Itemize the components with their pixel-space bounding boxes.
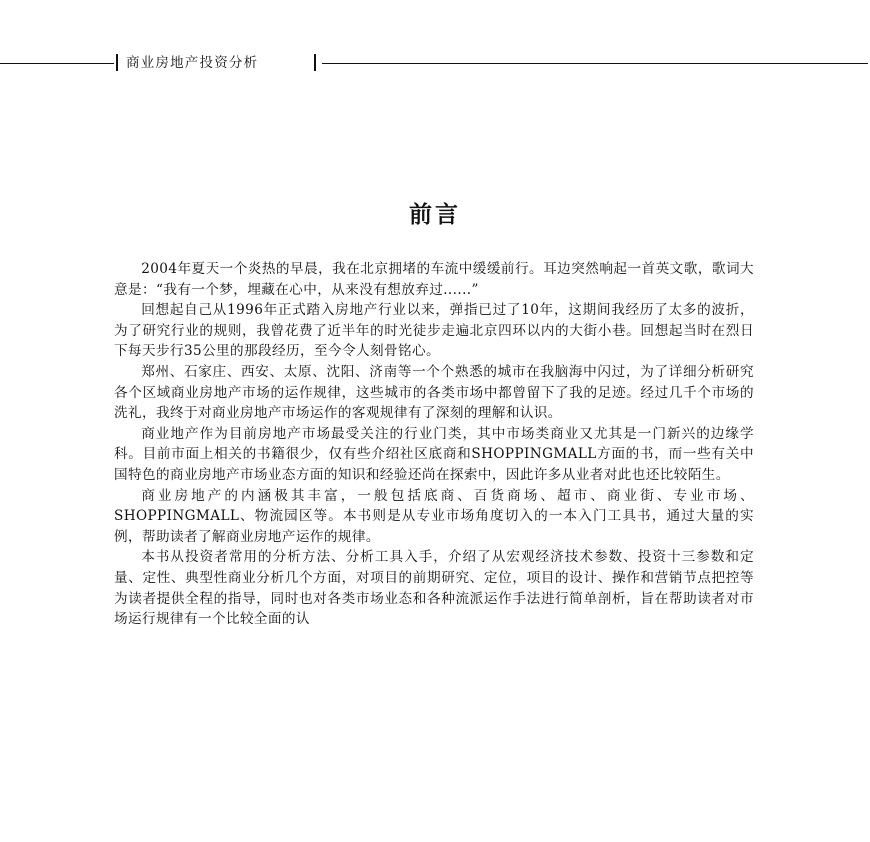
header-bar-left xyxy=(116,54,118,71)
paragraph: 本书从投资者常用的分析方法、分析工具入手，介绍了从宏观经济技术参数、投资十三参数和定量、定性、典型性商业分析几个方面，对项目的前期研究、定位，项目的设计、操作和营销节点把控等为读者提供全程的指导，同时也对各类市场业态和各种流派运作手法进行简单剖析，旨在帮助读者对市场运行规律有一个比较全面的认 xyxy=(114,549,754,628)
paragraph: 商业房地产的内涵极其丰富，一般包括底商、百货商场、超市、商业街、专业市场、SHOPPINGMALL、物流园区等。本书则是从专业市场角度切入的一本入门工具书，通过大量的实例，帮助读者了解商业房地产运作的规律。 xyxy=(114,487,754,545)
running-header xyxy=(0,52,870,74)
paragraph: 商业地产作为目前房地产市场最受关注的行业门类，其中市场类商业又尤其是一门新兴的边缘学科。目前市面上相关的书籍很少，仅有些介绍社区底商和SHOPPINGMALL方面的书，而一些有关中国特色的商业房地产市场业态方面的知识和经验还尚在探索中，因此许多从业者对此也还比较陌生。 xyxy=(114,425,754,483)
paragraph: 2004年夏天一个炎热的早晨，我在北京拥堵的车流中缓缓前行。耳边突然响起一首英文歌，歌词大意是：“我有一个梦，埋藏在心中，从来没有想放弃过......” xyxy=(114,261,754,298)
header-bar-right xyxy=(314,54,316,71)
paragraph: 郑州、石家庄、西安、太原、沈阳、济南等一个个熟悉的城市在我脑海中闪过，为了详细分析研究各个区域商业房地产市场的运作规律，这些城市的各类市场中都曾留下了我的足迹。经过几千个市场的洗礼，我终于对商业房地产市场运作的客观规律有了深刻的理解和认识。 xyxy=(114,363,754,422)
body-text xyxy=(114,259,754,630)
header-rule-left xyxy=(0,63,114,64)
running-header-title: 商业房地产投资分析 xyxy=(126,55,259,71)
page-title: 前言 xyxy=(409,202,461,228)
header-rule-right xyxy=(322,63,868,64)
paragraph: 回想起自己从1996年正式踏入房地产行业以来，弹指已过了10年，这期间我经历了太多的波折，为了研究行业的规则，我曾花费了近半年的时光徒步走遍北京四环以内的大街小巷。回想起当时在烈日下每天步行35公里的那段经历，至今令人刻骨铭心。 xyxy=(114,302,754,360)
